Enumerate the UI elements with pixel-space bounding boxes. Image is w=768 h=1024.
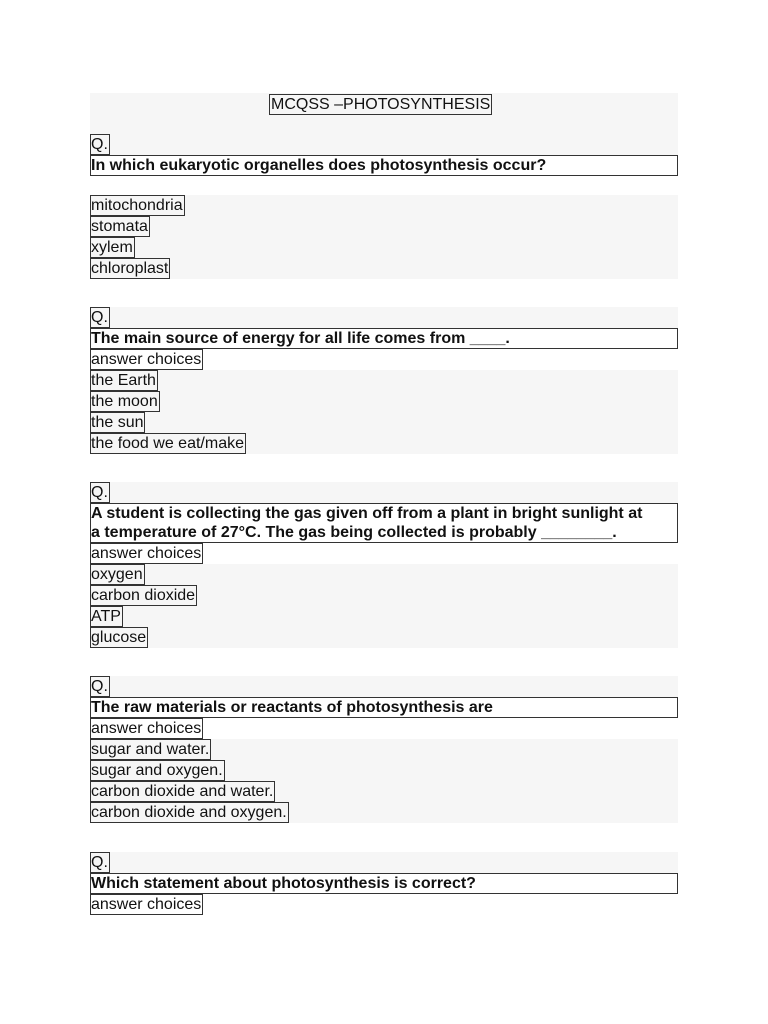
question-text: The raw materials or reactants of photosynthesis are [90, 697, 678, 718]
question-text-line-1: A student is collecting the gas given off from a plant in bright sunlight at [91, 505, 643, 522]
choice-text: stomata [91, 218, 148, 235]
choice-text: glucose [91, 629, 147, 646]
question-text: The main source of energy for all life comes from ____. [90, 328, 678, 349]
choice-item[interactable] [90, 391, 678, 412]
choice-item[interactable] [90, 412, 678, 433]
question-header [90, 134, 678, 176]
choice-text: the food we eat/make [91, 435, 244, 452]
question-text-line-2: a temperature of 27°C. The gas being collected is probably ________. [91, 524, 617, 541]
question-label: Q. [91, 678, 108, 695]
choices-list [90, 739, 678, 823]
answer-choices-label: answer choices [90, 718, 678, 739]
question-5 [90, 852, 678, 915]
choices-list [90, 370, 678, 454]
question-4 [90, 676, 678, 823]
choice-text: sugar and oxygen. [91, 762, 223, 779]
choice-text: the moon [91, 393, 158, 410]
choice-item[interactable] [90, 781, 678, 802]
choices-list [90, 195, 678, 279]
choice-text: the Earth [91, 372, 156, 389]
question-label: Q. [91, 136, 108, 153]
choice-text: oxygen [91, 566, 143, 583]
question-1 [90, 134, 678, 279]
document-title: MCQSS –PHOTOSYNTHESIS [271, 96, 491, 113]
choice-text: carbon dioxide [91, 587, 196, 604]
choice-item[interactable] [90, 258, 678, 279]
choice-text: carbon dioxide and water. [91, 783, 274, 800]
choice-text: carbon dioxide and oxygen. [91, 804, 287, 821]
question-text: In which eukaryotic organelles does photosynthesis occur? [90, 155, 678, 176]
question-label: Q. [91, 854, 108, 871]
choice-item[interactable] [90, 739, 678, 760]
question-header [90, 482, 678, 543]
question-header [90, 852, 678, 894]
choice-item[interactable] [90, 564, 678, 585]
choice-text: sugar and water. [91, 741, 210, 758]
choice-item[interactable] [90, 606, 678, 627]
choice-item[interactable] [90, 195, 678, 216]
choice-item[interactable] [90, 760, 678, 781]
choice-item[interactable] [90, 433, 678, 454]
choice-text: chloroplast [91, 260, 169, 277]
choice-text: mitochondria [91, 197, 183, 214]
answer-choices-label: answer choices [90, 543, 678, 564]
choice-item[interactable] [90, 585, 678, 606]
question-text: Which statement about photosynthesis is correct? [90, 873, 678, 894]
question-header [90, 307, 678, 349]
choice-text: xylem [91, 239, 133, 256]
question-2 [90, 307, 678, 454]
question-3 [90, 482, 678, 648]
question-text [90, 503, 678, 543]
choice-item[interactable] [90, 802, 678, 823]
answer-choices-label: answer choices [90, 894, 678, 915]
question-label: Q. [91, 484, 108, 501]
choice-item[interactable] [90, 627, 678, 648]
choice-item[interactable] [90, 216, 678, 237]
answer-choices-label: answer choices [90, 349, 678, 370]
document-page [90, 93, 678, 915]
choice-item[interactable] [90, 370, 678, 391]
choices-list [90, 564, 678, 648]
choice-text: ATP [91, 608, 121, 625]
title-band [90, 93, 678, 134]
choice-text: the sun [91, 414, 144, 431]
question-label: Q. [91, 309, 108, 326]
question-header [90, 676, 678, 718]
choice-item[interactable] [90, 237, 678, 258]
